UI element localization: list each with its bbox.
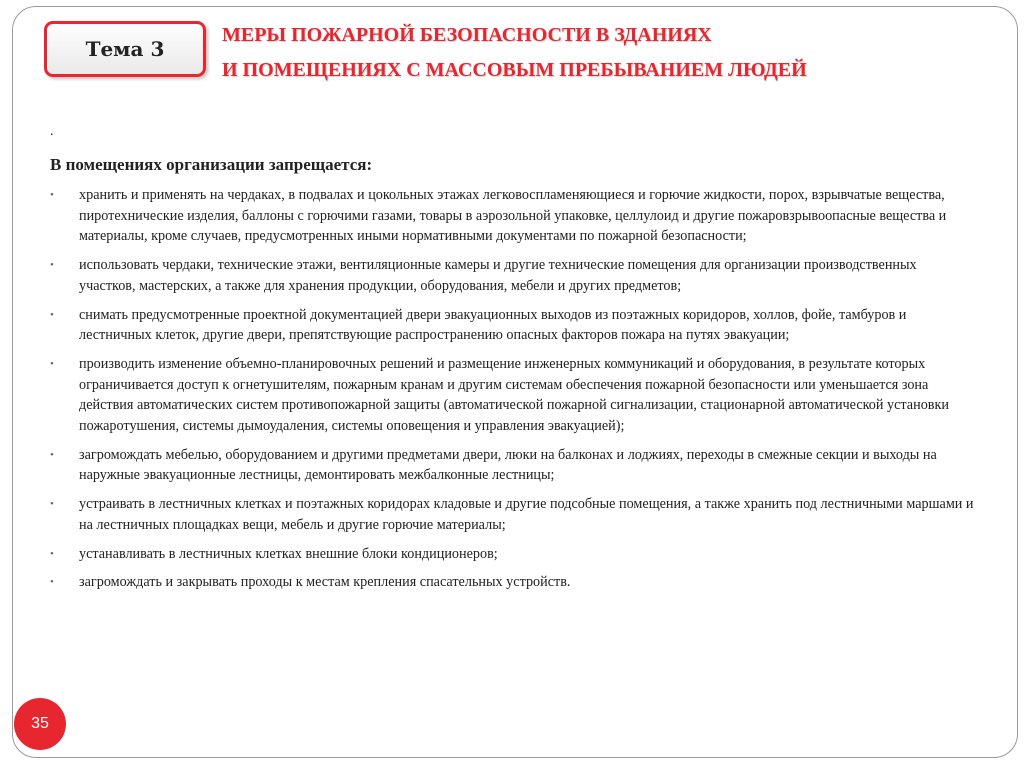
bullet-icon: •	[50, 308, 54, 321]
title-line-1: МЕРЫ ПОЖАРНОЙ БЕЗОПАСНОСТИ В ЗДАНИЯХ	[222, 24, 712, 46]
list-item: • загромождать мебелью, оборудованием и другими предметами двери, люки на балконах и лоджиях, переходы в смежные секции и выходы на наружные эвакуационные лестницы, демонтировать межбалконные лестницы;	[50, 446, 937, 484]
stray-dot: .	[50, 124, 54, 139]
list-item: • загромождать и закрывать проходы к местам крепления спасательных устройств.	[50, 572, 975, 593]
topic-label: Тема 3	[85, 37, 165, 61]
list-item: • устраивать в лестничных клетках и поэтажных коридорах кладовые и другие подсобные помещения, а также хранить под лестничными маршами и на лестничных площадках вещи, мебель и другие горючие материалы;	[50, 496, 974, 533]
bullet-icon: •	[50, 357, 54, 370]
bullet-icon: •	[50, 448, 54, 461]
page-number-badge	[14, 698, 66, 750]
intro-heading: В помещениях организации запрещается:	[50, 155, 373, 174]
list-item: • использовать чердаки, технические этажи, вентиляционные камеры и другие технические помещения для организации производственных участков, мастерских, а также для хранения продукции, оборудования, мебели и других предметов;	[50, 257, 917, 294]
bullet-icon: •	[50, 547, 54, 560]
list-item: • производить изменение объемно-планировочных решений и размещение инженерных коммуникаций и оборудования, в результате которых ограничивается доступ к огнетушителям, пожарным кранам и другим системам обеспечения пожарной безопасности или уменьшается зона действия автоматических систем противопожарной защиты (автоматической пожарной сигнализации, стационарной автоматической установки пожаротушения, системы дымоудаления, системы оповещения и управления эвакуацией);	[50, 355, 949, 435]
page-number: 35	[31, 715, 49, 732]
bullet-icon: •	[50, 189, 54, 201]
list-item: • хранить и применять на чердаках, в подвалах и цокольных этажах легковоспламеняющиеся и горючие жидкости, порох, взрывчатые вещества, пиротехнические изделия, баллоны с горючими газами, товары в аэрозольной упаковке, целлулоид и другие пожаровзрывоопасные вещества и материалы, кроме случаев, предусмотренных иными нормативными документами по пожарной безопасности;	[50, 187, 947, 245]
prohibitions-list	[50, 185, 975, 601]
slide-title	[222, 18, 1012, 88]
topic-badge	[44, 21, 206, 77]
bullet-icon: •	[50, 576, 54, 589]
list-item: • устанавливать в лестничных клетках внешние блоки кондиционеров;	[50, 544, 975, 565]
title-line-2: И ПОМЕЩЕНИЯХ С МАССОВЫМ ПРЕБЫВАНИЕМ ЛЮДЕЙ	[222, 59, 807, 81]
list-item: • снимать предусмотренные проектной документацией двери эвакуационных выходов из поэтажных коридоров, холлов, фойе, тамбуров и лестничных клеток, другие двери, препятствующие распространению опасных факторов пожара на путях эвакуации;	[50, 306, 907, 344]
bullet-icon: •	[50, 498, 54, 511]
bullet-icon: •	[50, 259, 54, 272]
